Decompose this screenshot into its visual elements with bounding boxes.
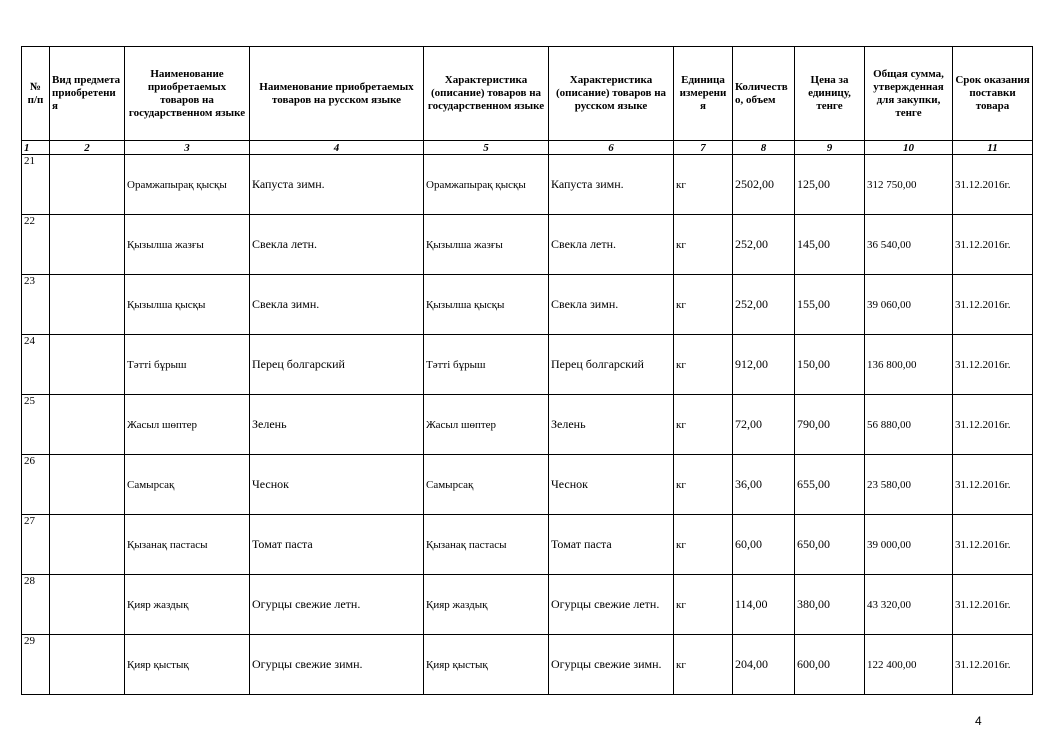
total-sum-cell: 36 540,00 [865,215,953,275]
unit-cell: кг [674,395,733,455]
row-number: 21 [22,155,50,215]
desc-kz-cell: Тәтті бұрыш [424,335,549,395]
name-ru-cell: Капуста зимн. [250,155,424,215]
name-ru-cell: Чеснок [250,455,424,515]
name-kz-cell: Қызылша қысқы [125,275,250,335]
row-number: 27 [22,515,50,575]
purchase-type-cell [50,155,125,215]
desc-kz-cell: Қияр жаздық [424,575,549,635]
unit-cell: кг [674,635,733,695]
delivery-term-cell: 31.12.2016г. [953,515,1033,575]
purchase-type-cell [50,635,125,695]
desc-ru-cell: Капуста зимн. [549,155,674,215]
desc-kz-cell: Қияр қыстық [424,635,549,695]
desc-ru-cell: Томат паста [549,515,674,575]
name-ru-cell: Свекла летн. [250,215,424,275]
name-kz-cell: Самырсақ [125,455,250,515]
name-kz-cell: Қияр қыстық [125,635,250,695]
delivery-term-cell: 31.12.2016г. [953,455,1033,515]
header-desc-ru: Характеристика (описание) товаров на русском языке [549,47,674,141]
table-row [22,215,1033,275]
table-row [22,155,1033,215]
delivery-term-cell: 31.12.2016г. [953,575,1033,635]
price-cell: 790,00 [795,395,865,455]
quantity-cell: 2502,00 [733,155,795,215]
column-number: 1 [22,141,50,155]
name-kz-cell: Тәтті бұрыш [125,335,250,395]
name-ru-cell: Огурцы свежие летн. [250,575,424,635]
quantity-cell: 72,00 [733,395,795,455]
column-number: 6 [549,141,674,155]
column-number: 2 [50,141,125,155]
name-kz-cell: Орамжапырақ қысқы [125,155,250,215]
price-cell: 655,00 [795,455,865,515]
price-cell: 600,00 [795,635,865,695]
desc-kz-cell: Самырсақ [424,455,549,515]
unit-cell: кг [674,275,733,335]
column-number: 10 [865,141,953,155]
price-cell: 150,00 [795,335,865,395]
name-ru-cell: Перец болгарский [250,335,424,395]
column-number: 9 [795,141,865,155]
purchase-type-cell [50,395,125,455]
header-desc-kz: Характеристика (описание) товаров на государственном языке [424,47,549,141]
header-unit: Единица измерени я [674,47,733,141]
desc-kz-cell: Жасыл шөптер [424,395,549,455]
name-kz-cell: Қызылша жазғы [125,215,250,275]
name-ru-cell: Огурцы свежие зимн. [250,635,424,695]
purchase-type-cell [50,215,125,275]
unit-cell: кг [674,155,733,215]
quantity-cell: 252,00 [733,215,795,275]
desc-kz-cell: Орамжапырақ қысқы [424,155,549,215]
quantity-cell: 204,00 [733,635,795,695]
price-cell: 125,00 [795,155,865,215]
name-kz-cell: Қияр жаздық [125,575,250,635]
page-number: 4 [975,714,982,728]
delivery-term-cell: 31.12.2016г. [953,335,1033,395]
total-sum-cell: 23 580,00 [865,455,953,515]
desc-ru-cell: Свекла летн. [549,215,674,275]
table-row [22,455,1033,515]
header-row [22,47,1033,141]
purchase-type-cell [50,575,125,635]
unit-cell: кг [674,575,733,635]
quantity-cell: 60,00 [733,515,795,575]
row-number: 24 [22,335,50,395]
header-type: Вид предмета приобретени я [50,47,125,141]
column-number: 7 [674,141,733,155]
quantity-cell: 114,00 [733,575,795,635]
purchase-type-cell [50,515,125,575]
price-cell: 145,00 [795,215,865,275]
row-number: 22 [22,215,50,275]
desc-ru-cell: Огурцы свежие зимн. [549,635,674,695]
desc-kz-cell: Қызылша жазғы [424,215,549,275]
name-ru-cell: Свекла зимн. [250,275,424,335]
desc-ru-cell: Зелень [549,395,674,455]
total-sum-cell: 56 880,00 [865,395,953,455]
total-sum-cell: 43 320,00 [865,575,953,635]
header-qty: Количеств о, объем [733,47,795,141]
name-ru-cell: Томат паста [250,515,424,575]
delivery-term-cell: 31.12.2016г. [953,215,1033,275]
quantity-cell: 912,00 [733,335,795,395]
desc-ru-cell: Перец болгарский [549,335,674,395]
desc-ru-cell: Чеснок [549,455,674,515]
price-cell: 155,00 [795,275,865,335]
name-ru-cell: Зелень [250,395,424,455]
unit-cell: кг [674,335,733,395]
unit-cell: кг [674,515,733,575]
price-cell: 380,00 [795,575,865,635]
name-kz-cell: Қызанақ пастасы [125,515,250,575]
total-sum-cell: 39 060,00 [865,275,953,335]
column-number: 5 [424,141,549,155]
column-number: 3 [125,141,250,155]
header-num: № п/п [22,47,50,141]
header-total: Общая сумма, утвержденная для закупки, тенге [865,47,953,141]
table-row [22,335,1033,395]
delivery-term-cell: 31.12.2016г. [953,395,1033,455]
purchase-type-cell [50,455,125,515]
column-number: 8 [733,141,795,155]
header-name-ru: Наименование приобретаемых товаров на русском языке [250,47,424,141]
column-number: 11 [953,141,1033,155]
desc-kz-cell: Қызылша қысқы [424,275,549,335]
quantity-cell: 252,00 [733,275,795,335]
desc-kz-cell: Қызанақ пастасы [424,515,549,575]
delivery-term-cell: 31.12.2016г. [953,635,1033,695]
column-number: 4 [250,141,424,155]
header-price: Цена за единицу, тенге [795,47,865,141]
delivery-term-cell: 31.12.2016г. [953,155,1033,215]
table-body [22,155,1033,695]
total-sum-cell: 136 800,00 [865,335,953,395]
header-term: Срок оказания поставки товара [953,47,1033,141]
row-number: 29 [22,635,50,695]
purchase-type-cell [50,275,125,335]
total-sum-cell: 312 750,00 [865,155,953,215]
row-number: 26 [22,455,50,515]
table-row [22,395,1033,455]
total-sum-cell: 39 000,00 [865,515,953,575]
unit-cell: кг [674,215,733,275]
total-sum-cell: 122 400,00 [865,635,953,695]
procurement-table [21,46,1033,695]
purchase-type-cell [50,335,125,395]
unit-cell: кг [674,455,733,515]
quantity-cell: 36,00 [733,455,795,515]
price-cell: 650,00 [795,515,865,575]
table-row [22,515,1033,575]
table-row [22,575,1033,635]
desc-ru-cell: Свекла зимн. [549,275,674,335]
header-name-kz: Наименование приобретаемых товаров на государственном языке [125,47,250,141]
delivery-term-cell: 31.12.2016г. [953,275,1033,335]
row-number: 23 [22,275,50,335]
table-row [22,275,1033,335]
table-row [22,635,1033,695]
desc-ru-cell: Огурцы свежие летн. [549,575,674,635]
column-number-row [22,141,1033,155]
row-number: 25 [22,395,50,455]
row-number: 28 [22,575,50,635]
name-kz-cell: Жасыл шөптер [125,395,250,455]
